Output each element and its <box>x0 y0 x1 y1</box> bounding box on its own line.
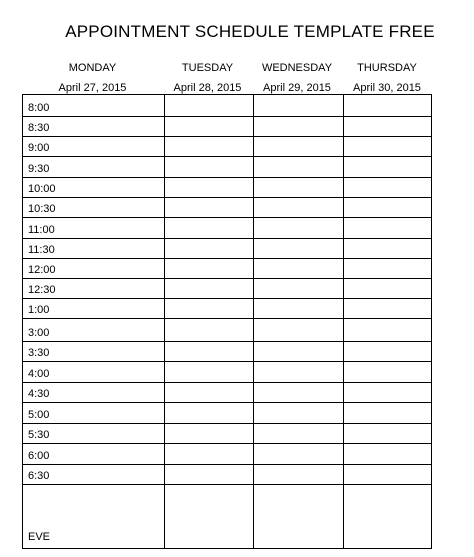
appointment-cell[interactable] <box>343 382 433 402</box>
time-slot-label: 12:00 <box>28 264 56 276</box>
appointment-cell[interactable] <box>343 177 433 197</box>
time-cell <box>23 341 164 361</box>
appointment-cell[interactable] <box>343 238 433 258</box>
appointment-cell[interactable] <box>343 423 433 443</box>
time-cell <box>23 298 164 318</box>
appointment-cell[interactable] <box>343 361 433 382</box>
appointment-cell[interactable] <box>164 116 253 136</box>
time-cell <box>23 402 164 423</box>
appointment-cell[interactable] <box>164 443 253 464</box>
appointment-cell[interactable] <box>253 116 343 136</box>
time-cell <box>23 177 164 197</box>
appointment-cell[interactable] <box>343 402 433 423</box>
appointment-cell[interactable] <box>253 464 343 484</box>
appointment-cell[interactable] <box>253 177 343 197</box>
time-cell <box>23 318 164 341</box>
time-slot-label: 6:00 <box>28 450 50 462</box>
appointment-cell[interactable] <box>343 156 433 177</box>
appointment-cell[interactable] <box>164 464 253 484</box>
day-name-monday: MONDAY <box>68 62 117 74</box>
time-cell <box>23 116 164 136</box>
appointment-cell[interactable] <box>343 95 433 116</box>
time-cell <box>23 278 164 298</box>
appointment-cell[interactable] <box>253 443 343 464</box>
time-slot-label: 4:00 <box>28 368 50 380</box>
day-date-tuesday: April 28, 2015 <box>173 82 242 94</box>
time-cell <box>23 136 164 156</box>
time-cell <box>23 238 164 258</box>
time-slot-label: 9:30 <box>28 163 50 175</box>
evening-appointment-cell[interactable] <box>164 484 253 548</box>
appointment-cell[interactable] <box>164 136 253 156</box>
schedule-table <box>22 94 432 549</box>
time-cell <box>23 197 164 217</box>
day-date-monday: April 27, 2015 <box>58 82 127 94</box>
time-slot-label: 3:30 <box>28 347 50 359</box>
page-title: APPOINTMENT SCHEDULE TEMPLATE FREE <box>65 22 435 41</box>
day-date-wednesday: April 29, 2015 <box>263 82 331 94</box>
appointment-cell[interactable] <box>253 197 343 217</box>
time-slot-label: 3:00 <box>28 327 50 339</box>
time-slot-label: 8:00 <box>28 102 50 114</box>
appointment-cell[interactable] <box>164 423 253 443</box>
appointment-cell[interactable] <box>343 341 433 361</box>
appointment-cell[interactable] <box>343 197 433 217</box>
appointment-cell[interactable] <box>164 318 253 341</box>
appointment-cell[interactable] <box>253 402 343 423</box>
time-cell <box>23 443 164 464</box>
appointment-cell[interactable] <box>164 402 253 423</box>
appointment-cell[interactable] <box>343 278 433 298</box>
evening-appointment-cell[interactable] <box>343 484 433 548</box>
appointment-cell[interactable] <box>164 197 253 217</box>
time-slot-label: 1:00 <box>28 304 50 316</box>
appointment-cell[interactable] <box>343 258 433 278</box>
day-name-thursday: THURSDAY <box>357 62 417 74</box>
appointment-cell[interactable] <box>253 382 343 402</box>
time-slot-label: 4:30 <box>28 388 50 400</box>
appointment-cell[interactable] <box>164 177 253 197</box>
appointment-cell[interactable] <box>253 217 343 238</box>
time-slot-label: 10:00 <box>28 183 56 195</box>
appointment-cell[interactable] <box>343 298 433 318</box>
time-cell <box>23 423 164 443</box>
appointment-cell[interactable] <box>253 361 343 382</box>
time-slot-label: 11:00 <box>28 224 55 236</box>
appointment-cell[interactable] <box>343 443 433 464</box>
day-name-tuesday: TUESDAY <box>181 62 234 74</box>
appointment-cell[interactable] <box>253 278 343 298</box>
appointment-cell[interactable] <box>343 217 433 238</box>
time-slot-label: 5:00 <box>28 409 50 421</box>
time-cell <box>23 156 164 177</box>
time-cell <box>23 95 164 116</box>
appointment-cell[interactable] <box>343 464 433 484</box>
day-name-wednesday: WEDNESDAY <box>261 62 333 74</box>
appointment-cell[interactable] <box>253 318 343 341</box>
appointment-cell[interactable] <box>164 258 253 278</box>
appointment-cell[interactable] <box>253 341 343 361</box>
appointment-cell[interactable] <box>164 95 253 116</box>
appointment-cell[interactable] <box>253 95 343 116</box>
time-slot-label: 10:30 <box>28 203 56 215</box>
time-cell <box>23 464 164 484</box>
appointment-cell[interactable] <box>253 136 343 156</box>
time-slot-label: 6:30 <box>28 470 50 482</box>
appointment-cell[interactable] <box>253 238 343 258</box>
appointment-cell[interactable] <box>164 361 253 382</box>
appointment-cell[interactable] <box>343 136 433 156</box>
appointment-cell[interactable] <box>164 156 253 177</box>
time-slot-label: 9:00 <box>28 142 50 154</box>
time-cell <box>23 217 164 238</box>
time-cell <box>23 361 164 382</box>
appointment-cell[interactable] <box>343 318 433 341</box>
time-slot-label: 5:30 <box>28 429 50 441</box>
time-cell <box>23 382 164 402</box>
appointment-cell[interactable] <box>164 217 253 238</box>
appointment-cell[interactable] <box>164 382 253 402</box>
appointment-cell[interactable] <box>164 238 253 258</box>
appointment-cell[interactable] <box>164 278 253 298</box>
appointment-cell[interactable] <box>253 423 343 443</box>
time-slot-label: 8:30 <box>28 122 50 134</box>
appointment-cell[interactable] <box>253 298 343 318</box>
time-slot-label: 12:30 <box>28 284 56 296</box>
evening-label: EVE <box>28 531 51 543</box>
time-slot-label: 11:30 <box>28 244 55 256</box>
day-date-thursday: April 30, 2015 <box>353 82 421 94</box>
appointment-cell[interactable] <box>164 298 253 318</box>
appointment-cell[interactable] <box>253 258 343 278</box>
appointment-cell[interactable] <box>253 156 343 177</box>
evening-appointment-cell[interactable] <box>253 484 343 548</box>
appointment-cell[interactable] <box>343 116 433 136</box>
appointment-cell[interactable] <box>164 341 253 361</box>
time-cell <box>23 258 164 278</box>
